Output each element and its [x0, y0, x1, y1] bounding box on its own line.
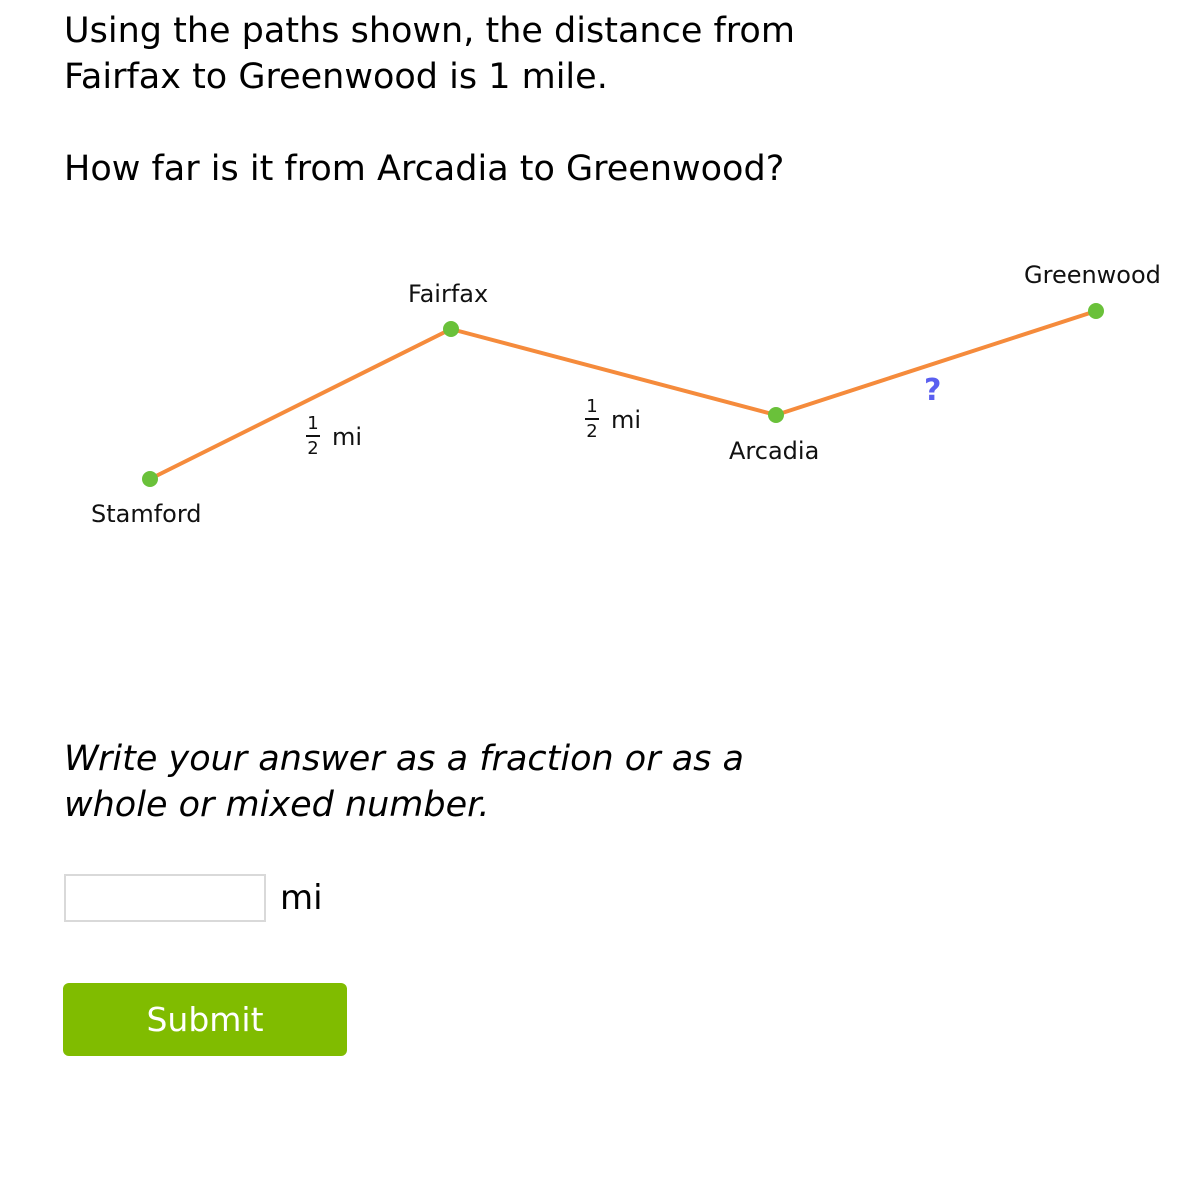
path-map: [0, 240, 1198, 560]
fraction: [585, 398, 599, 441]
segment-unit: mi: [332, 422, 363, 451]
answer-row: [64, 874, 323, 922]
answer-unit: mi: [280, 878, 323, 918]
label-fairfax: Fairfax: [408, 280, 489, 308]
label-greenwood: Greenwood: [1024, 261, 1161, 289]
segment-label-fairfax-arcadia: [585, 398, 641, 441]
question-text: [64, 8, 824, 192]
unknown-distance-label: ?: [924, 373, 942, 408]
label-stamford: Stamford: [91, 500, 202, 528]
segment-label-stamford-fairfax: [306, 415, 362, 458]
answer-instructions: Write your answer as a fraction or as a whole or mixed number.: [64, 739, 744, 825]
fraction-denominator: 2: [586, 421, 598, 442]
node-arcadia: [768, 407, 784, 423]
question-line-2: How far is it from Arcadia to Greenwood?: [64, 149, 785, 189]
submit-button[interactable]: Submit: [63, 983, 347, 1056]
fraction: [306, 415, 320, 458]
path-line: [150, 311, 1096, 479]
segment-unit: mi: [611, 405, 642, 434]
node-stamford: [142, 471, 158, 487]
fraction-numerator: 1: [307, 413, 319, 434]
answer-input[interactable]: [64, 874, 266, 922]
node-fairfax: [443, 321, 459, 337]
fraction-numerator: 1: [586, 396, 598, 417]
fraction-denominator: 2: [307, 438, 319, 459]
question-line-1: Using the paths shown, the distance from Fairfax to Greenwood is 1 mile.: [64, 11, 795, 97]
fraction-bar: [585, 418, 599, 420]
label-arcadia: Arcadia: [729, 437, 820, 465]
node-greenwood: [1088, 303, 1104, 319]
fraction-bar: [306, 435, 320, 437]
